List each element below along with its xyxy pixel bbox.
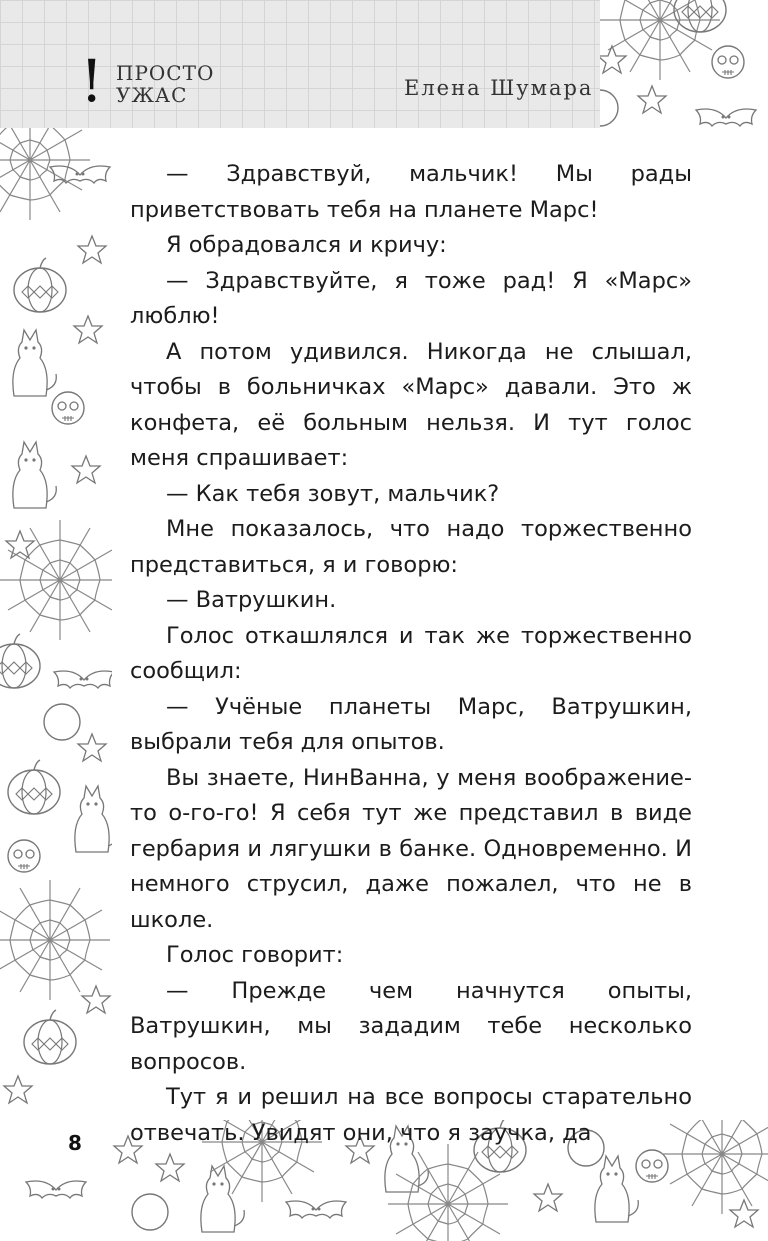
star-icon <box>534 1184 562 1211</box>
paragraph: Тут я и решил на все вопросы старательно отвечать. Увидят они, что я заучка, да <box>130 1084 692 1146</box>
paragraph: — Учёные планеты Марс, Ватрушкин, выбрали тебя для опытов. <box>130 693 692 755</box>
series-title <box>116 62 214 106</box>
bat-icon <box>26 1181 86 1198</box>
paragraph: А потом удивился. Никогда не слышал, чтобы в больничках «Марс» давали. Это ж конфета, её больным нельзя. И тут голос меня спрашивает: <box>130 338 692 471</box>
skull-icon <box>8 840 40 872</box>
pumpkin-icon <box>14 258 66 312</box>
star-icon <box>72 456 100 483</box>
star-icon <box>78 734 106 761</box>
author-name: Елена Шумара <box>404 76 594 100</box>
bat-icon <box>50 166 110 183</box>
cat-icon <box>201 1166 244 1232</box>
moon-icon <box>44 704 80 740</box>
cat-icon <box>595 1156 638 1222</box>
spiderweb-icon <box>0 520 120 640</box>
body-text <box>130 157 692 1151</box>
skull-icon <box>52 392 84 424</box>
skull-icon <box>636 1150 668 1182</box>
star-icon <box>156 1154 184 1181</box>
paragraph: Мне показалось, что надо торжественно представиться, я и говорю: <box>130 516 692 578</box>
moon-icon <box>132 1194 168 1230</box>
paragraph: Голос говорит: <box>166 942 344 968</box>
paragraph: Голос откашлялся и так же торжественно сообщил: <box>130 622 692 684</box>
paragraph: — Здравствуй, мальчик! Мы рады приветствовать тебя на планете Марс! <box>130 161 692 223</box>
series-exclamation: ! <box>80 47 104 115</box>
star-icon <box>82 986 110 1013</box>
paragraph: — Ватрушкин. <box>166 587 337 613</box>
star-icon <box>78 236 106 263</box>
spiderweb-icon <box>0 880 110 1000</box>
star-icon <box>4 1076 32 1103</box>
series-title-line2: УЖАС <box>116 83 188 107</box>
paragraph: — Здравствуйте, я тоже рад! Я «Марс» люблю! <box>130 267 692 329</box>
pumpkin-icon <box>24 1010 76 1064</box>
page-number: 8 <box>68 1131 82 1155</box>
paragraph: Я обрадовался и кричу: <box>166 232 447 258</box>
pumpkin-icon <box>8 760 60 814</box>
cat-icon <box>13 330 56 396</box>
cat-icon <box>13 442 56 508</box>
series-title-line1: ПРОСТО <box>116 61 215 85</box>
paragraph: — Прежде чем начнутся опыты, Ватрушкин, мы зададим тебе несколько вопросов. <box>130 977 692 1075</box>
paragraph: — Как тебя зовут, мальчик? <box>166 480 500 507</box>
star-icon <box>730 1200 758 1227</box>
paragraph: Вы знаете, НинВанна, у меня воображение-то о-го-го! Я себя тут же представил в виде гербария и лягушки в банке. Одновременно. И немного струсил, даже пожалел, что не в школе. <box>130 764 692 933</box>
pumpkin-icon <box>0 634 40 688</box>
star-icon <box>74 316 102 343</box>
bat-icon <box>286 1201 346 1218</box>
bat-icon <box>54 671 114 688</box>
running-header <box>0 0 768 128</box>
